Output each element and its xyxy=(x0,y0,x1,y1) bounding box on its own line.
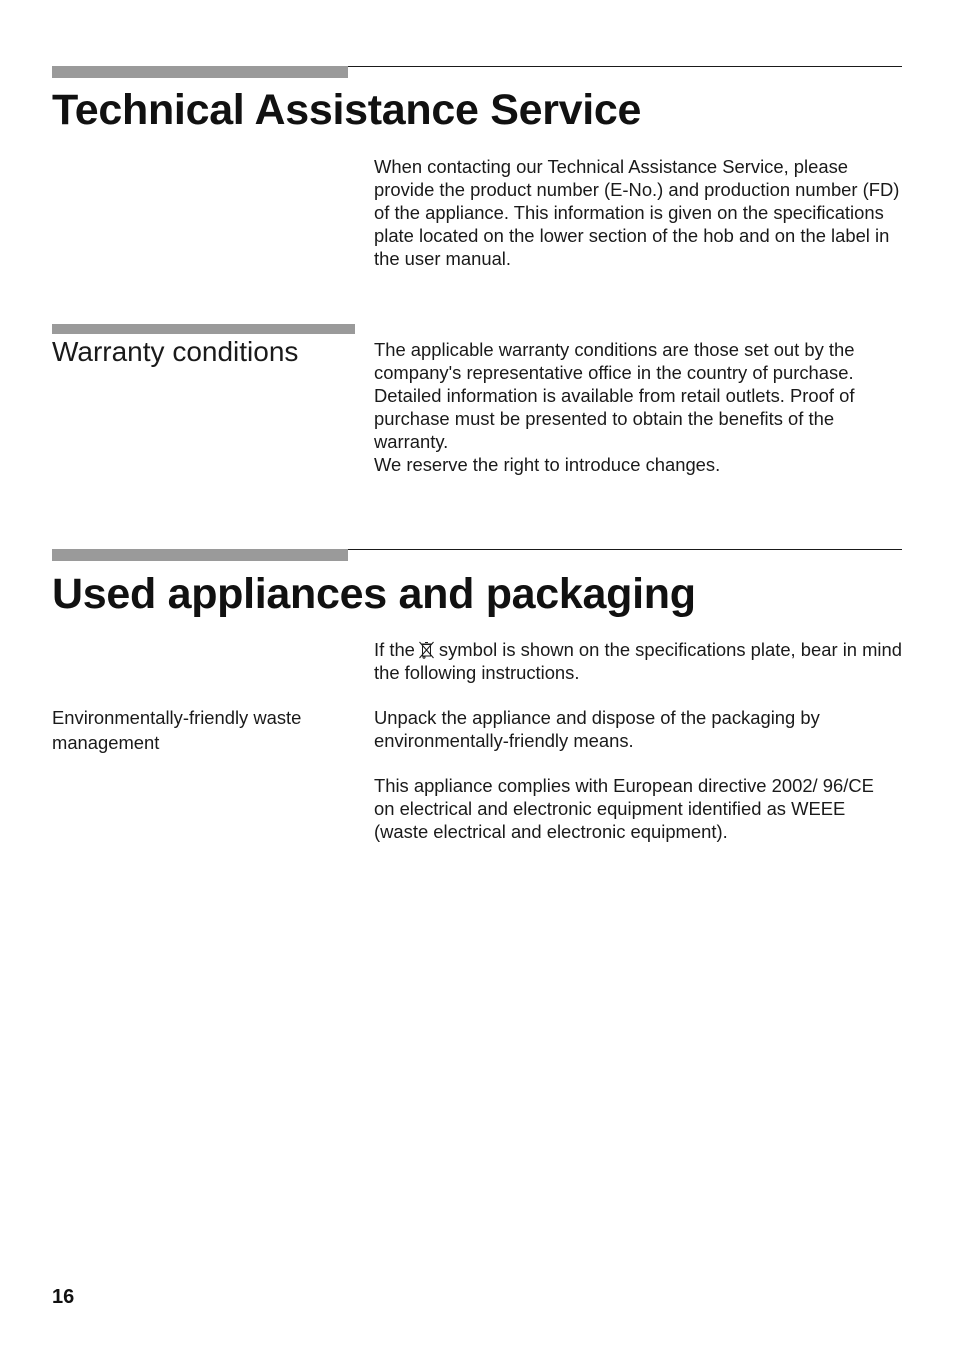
weee-intro-after: symbol is shown on the specifications plate, bear in mind the following instructions. xyxy=(374,639,902,683)
warranty-heading: Warranty conditions xyxy=(52,336,299,367)
section-title: Used appliances and packaging xyxy=(52,570,696,618)
weee-intro-before: If the xyxy=(374,639,415,660)
waste-management-label: Environmentally-friendly waste management xyxy=(52,707,302,753)
section-bar xyxy=(52,66,348,78)
section-bar xyxy=(52,549,348,561)
section-rule xyxy=(348,549,902,550)
subsection-bar xyxy=(52,324,355,334)
page-title: Technical Assistance Service xyxy=(52,86,642,134)
waste-management-text: Unpack the appliance and dispose of the packaging by environmentally-friendly means. xyxy=(374,707,820,751)
warranty-text xyxy=(374,338,904,476)
warranty-conditions-text: The applicable warranty conditions are those set out by the company's representative office in the country of purchase. Detailed information is available from retail outlets. Proof of purchase must be presented to obtain the benefits of the warranty. xyxy=(374,339,855,452)
weee-bin-icon xyxy=(418,641,435,659)
weee-directive-text: This appliance complies with European directive 2002/ 96/CE on electrical and electronic equipment identified as WEEE (waste electrical and electronic equipment). xyxy=(374,775,874,842)
tech-service-text: When contacting our Technical Assistance Service, please provide the product number (E-No.) and production number (FD) of the appliance. This information is given on the specifications plate located on the lower section of the hob and on the label in the user manual. xyxy=(374,156,900,269)
page-number: 16 xyxy=(52,1286,75,1308)
weee-intro-text xyxy=(374,638,904,684)
warranty-note: We reserve the right to introduce changes. xyxy=(374,454,721,475)
section-rule xyxy=(348,66,902,67)
